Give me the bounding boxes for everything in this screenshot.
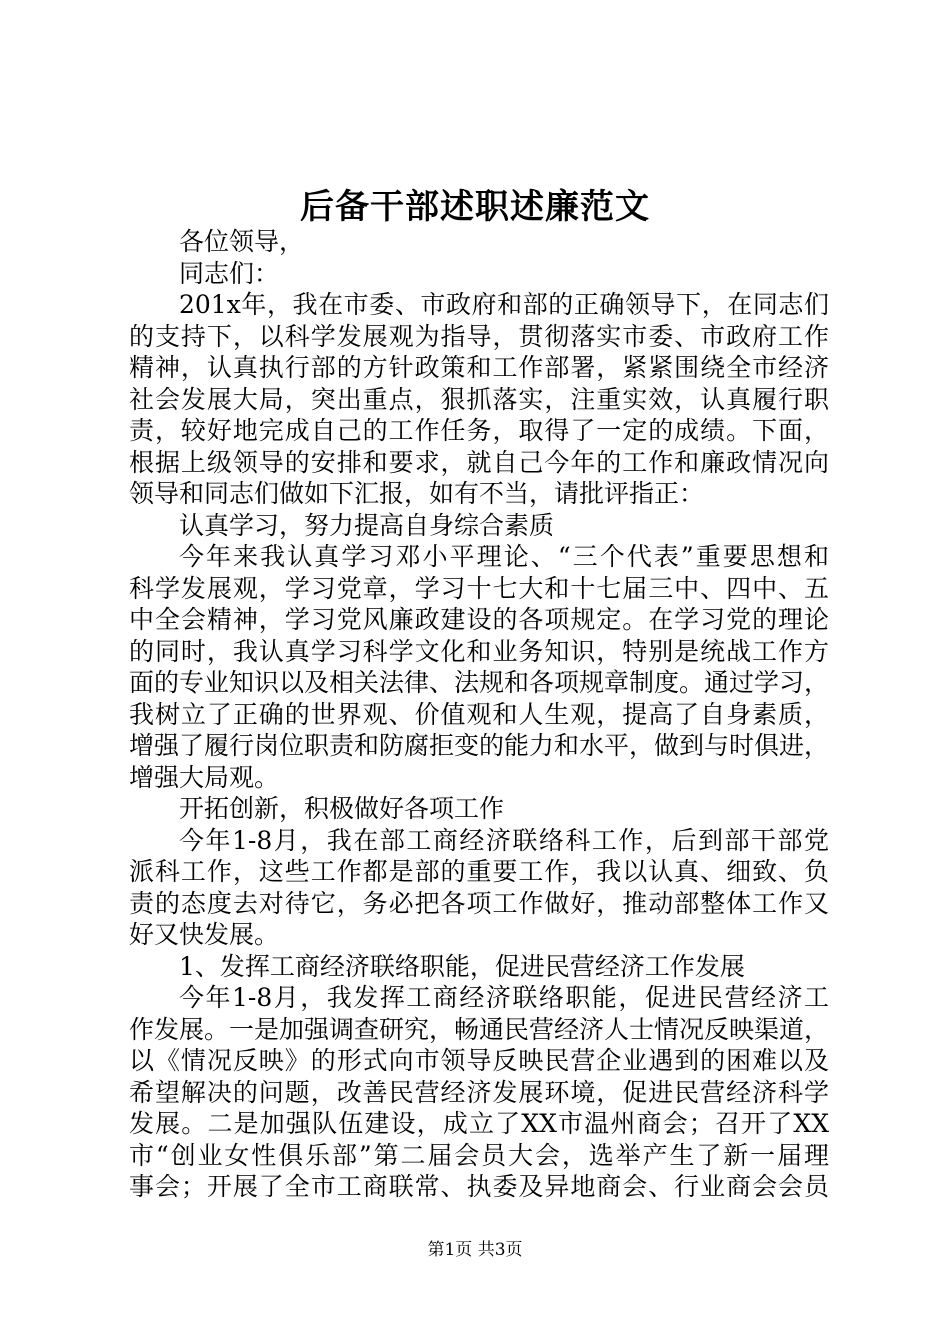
document-body: [129, 226, 829, 1203]
text-line: 今年来我认真学习邓小平理论、“三个代表”重要思想和: [179, 542, 829, 571]
text-line: 面的专业知识以及相关法律、法规和各项规章制度。通过学习，: [129, 668, 830, 697]
document-title: 后备干部述职述廉范文: [300, 187, 650, 227]
text-line: 根据上级领导的安排和要求，就自己今年的工作和廉政情况向: [129, 447, 829, 477]
page-footer: 第1页 共3页: [427, 1240, 523, 1260]
text-line: 同志们：: [179, 258, 280, 288]
text-line: 201x年，我在市委、市政府和部的正确领导下，在同志们: [179, 290, 829, 319]
text-line: 各位领导，: [179, 227, 305, 256]
text-line: 中全会精神，学习党风廉政建设的各项规定。在学习党的理论: [129, 605, 829, 634]
text-line: 认真学习，努力提高自身综合素质: [179, 510, 555, 540]
text-line: 社会发展大局，突出重点，狠抓落实，注重实效，认真履行职: [129, 384, 829, 414]
text-line: 今年1-8月，我在部工商经济联络科工作，后到部干部党: [179, 825, 829, 855]
text-line: 希望解决的问题，改善民营经济发展环境，促进民营经济科学: [129, 1077, 829, 1107]
text-line: 今年1-8月，我发挥工商经济联络职能，促进民营经济工: [179, 983, 829, 1012]
text-line: 我树立了正确的世界观、价值观和人生观，提高了自身素质，: [129, 699, 829, 729]
text-line: 增强了履行岗位职责和防腐拒变的能力和水平，做到与时俱进，: [129, 731, 830, 760]
text-line: 责，较好地完成自己的工作任务，取得了一定的成绩。下面，: [129, 416, 829, 445]
text-line: 派科工作，这些工作都是部的重要工作，我以认真、细致、负: [129, 857, 829, 886]
text-line: 开拓创新，积极做好各项工作: [179, 794, 505, 823]
text-line: 1、发挥工商经济联络职能，促进民营经济工作发展: [179, 951, 745, 981]
text-line: 科学发展观，学习党章，学习十七大和十七届三中、四中、五: [129, 573, 829, 603]
text-line: 精神，认真执行部的方针政策和工作部署，紧紧围绕全市经济: [129, 353, 829, 382]
text-line: 增强大局观。: [129, 762, 280, 792]
text-line: 事会；开展了全市工商联常、执委及异地商会、行业商会会员: [129, 1172, 829, 1201]
text-line: 领导和同志们做如下汇报，如有不当，请批评指正：: [129, 479, 705, 508]
text-line: 好又快发展。: [129, 920, 280, 949]
text-line: 发展。二是加强队伍建设，成立了XX市温州商会；召开了XX: [129, 1109, 829, 1138]
text-line: 的同时，我认真学习科学文化和业务知识，特别是统战工作方: [129, 636, 829, 666]
text-line: 责的态度去对待它，务必把各项工作做好，推动部整体工作又: [129, 888, 829, 918]
text-line: 以《情况反映》的形式向市领导反映民营企业遇到的困难以及: [129, 1046, 829, 1075]
text-line: 市“创业女性俱乐部”第二届会员大会，选举产生了新一届理: [129, 1140, 829, 1170]
text-line: 作发展。一是加强调查研究，畅通民营经济人士情况反映渠道，: [129, 1014, 830, 1044]
text-line: 的支持下，以科学发展观为指导，贯彻落实市委、市政府工作: [129, 321, 829, 351]
